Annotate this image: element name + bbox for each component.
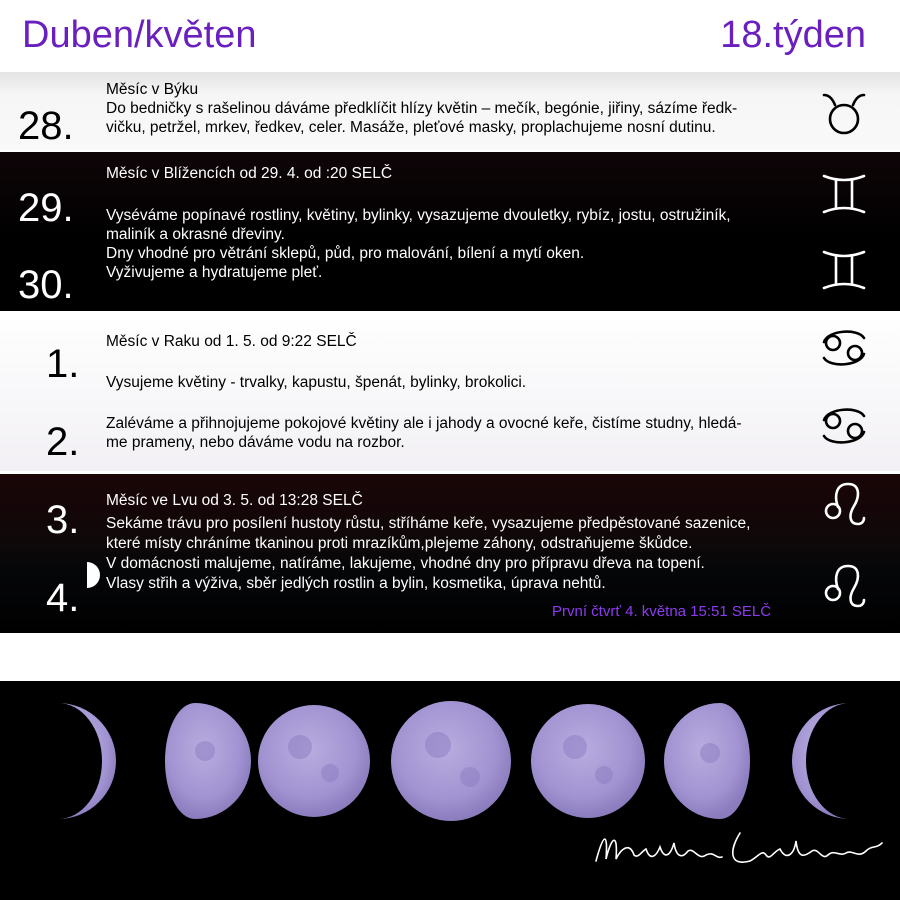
day-line: Měsíc ve Lvu od 3. 5. od 13:28 SELČ xyxy=(106,492,363,509)
day-line: Vyživujeme a hydratujeme pleť. xyxy=(106,264,323,281)
first-quarter-moon-icon xyxy=(72,560,102,590)
day-line: maliník a okrasné dřeviny. xyxy=(106,226,285,243)
day-line: V domácnosti malujeme, natíráme, lakujeme, vhodné dny pro přípravu dřeva na topení. xyxy=(106,555,705,572)
week-title: 18.týden xyxy=(720,14,866,56)
moon-phase-gibbous xyxy=(165,703,251,819)
day-line: me prameny, nebo dáváme vodu na rozbor. xyxy=(106,434,405,451)
day-band-1-2 xyxy=(0,314,900,471)
day-band-3-4 xyxy=(0,474,900,633)
day-line: Vysujeme květiny - trvalky, kapustu, špenát, bylinky, brokolici. xyxy=(106,374,527,391)
month-title: Duben/květen xyxy=(22,14,257,56)
day-line: Do bedničky s rašelinou dáváme předklíčit hlízy květin – mečík, begónie, jiřiny, sázíme ředk- xyxy=(106,100,738,117)
day-number: 3. xyxy=(46,498,80,542)
moon-phase-full xyxy=(258,705,370,817)
day-line: které místy chráníme tkaninou proti mrazíkům,plejeme záhony, odstraňujeme škůdce. xyxy=(106,535,693,552)
day-line: Měsíc v Blížencích od 29. 4. od :20 SELČ xyxy=(106,165,393,182)
signature xyxy=(590,821,890,886)
day-number: 30. xyxy=(18,263,74,307)
leo-icon xyxy=(818,478,870,530)
day-line: Vyséváme popínavé rostliny, květiny, bylinky, vysazujeme dvouletky, rybíz, jostu, ostružiník, xyxy=(106,207,731,224)
day-line: Zaléváme a přihnojujeme pokojové květiny ale i jahody a ovocné keře, čistíme studny, hledá- xyxy=(106,415,742,432)
moon-phase-note: První čtvrť 4. května 15:51 SELČ xyxy=(552,603,772,620)
moon-phases-strip xyxy=(0,681,900,900)
moon-phase-crescent-left xyxy=(792,703,850,819)
day-line: Měsíc v Býku xyxy=(106,81,199,98)
day-number: 1. xyxy=(46,342,80,386)
day-line: vičku, petržel, mrkev, ředkev, celer. Masáže, pleťové masky, proplachujeme nosní dutinu. xyxy=(106,119,716,136)
day-line: Sekáme trávu pro posílení hustoty růstu, stříháme keře, vysazujeme předpěstované sazenice, xyxy=(106,515,751,532)
taurus-icon xyxy=(818,88,870,140)
leo-icon xyxy=(818,560,870,612)
moon-phase-full xyxy=(391,701,511,821)
gemini-icon xyxy=(818,244,870,296)
day-number: 4. xyxy=(46,576,80,620)
day-band-28 xyxy=(0,72,900,150)
day-line: Měsíc v Raku od 1. 5. od 9:22 SELČ xyxy=(106,333,357,350)
moon-phase-full xyxy=(531,704,645,818)
day-number: 28. xyxy=(18,104,74,148)
cancer-icon xyxy=(818,400,870,452)
day-number: 2. xyxy=(46,420,80,464)
day-line: Vlasy střih a výživa, sběr jedlých rostlin a bylin, kosmetika, úprava nehtů. xyxy=(106,575,606,592)
cancer-icon xyxy=(818,322,870,374)
day-line: Dny vhodné pro větrání sklepů, půd, pro malování, bílení a mytí oken. xyxy=(106,245,585,262)
day-band-29-30 xyxy=(0,152,900,311)
day-number: 29. xyxy=(18,186,74,230)
gemini-icon xyxy=(818,168,870,220)
moon-phase-crescent-right xyxy=(58,703,116,819)
